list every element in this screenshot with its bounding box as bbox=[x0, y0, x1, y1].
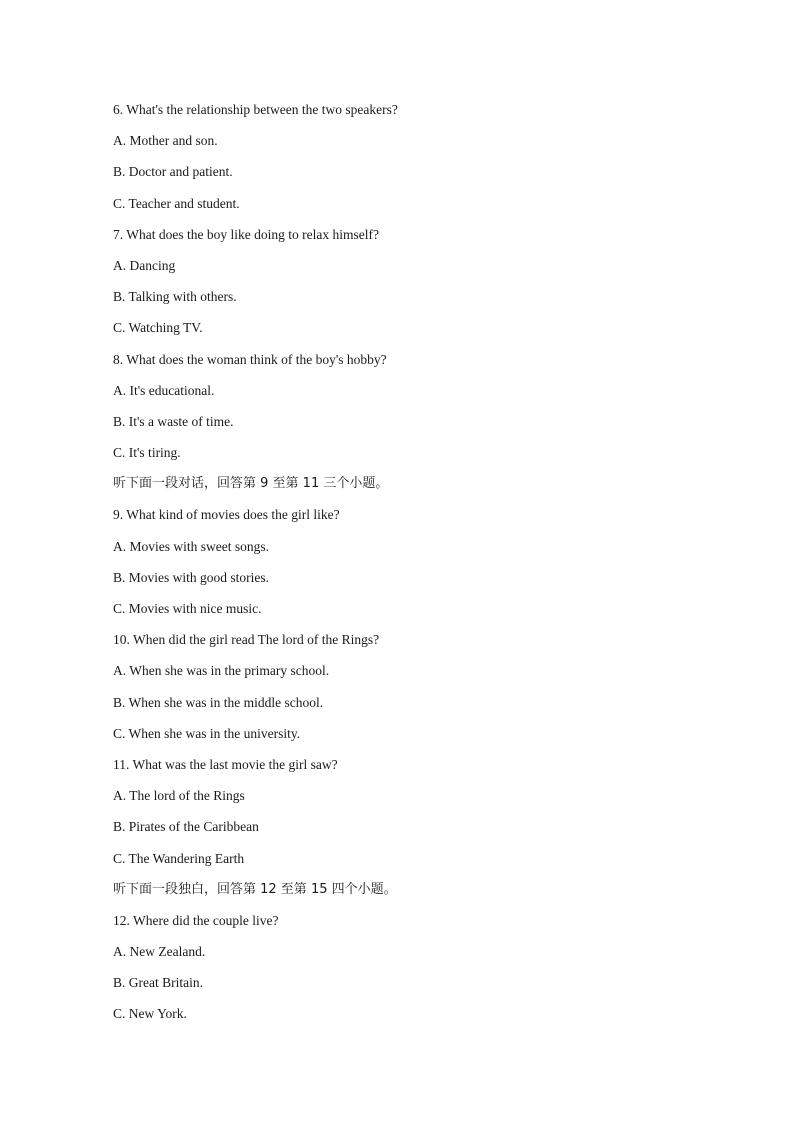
option-9b: B. Movies with good stories. bbox=[113, 569, 270, 585]
option-11c: C. The Wandering Earth bbox=[113, 850, 245, 866]
option-12b: B. Great Britain. bbox=[113, 975, 203, 991]
option-7a: A. Dancing bbox=[113, 257, 176, 273]
option-10b: B. When she was in the middle school. bbox=[113, 694, 324, 710]
option-6a: A. Mother and son. bbox=[113, 133, 218, 149]
option-8b: B. It's a waste of time. bbox=[113, 413, 234, 429]
question-10: 10. When did the girl read The lord of the Rings? bbox=[113, 632, 380, 648]
option-6c: C. Teacher and student. bbox=[113, 195, 240, 211]
question-8: 8. What does the woman think of the boy's hobby? bbox=[113, 351, 387, 367]
option-10a: A. When she was in the primary school. bbox=[113, 663, 330, 679]
option-11a: A. The lord of the Rings bbox=[113, 788, 245, 804]
option-7c: C. Watching TV. bbox=[113, 320, 203, 336]
option-9a: A. Movies with sweet songs. bbox=[113, 538, 269, 554]
question-12: 12. Where did the couple live? bbox=[113, 912, 279, 928]
option-8c: C. It's tiring. bbox=[113, 445, 181, 461]
option-7b: B. Talking with others. bbox=[113, 289, 237, 305]
option-10c: C. When she was in the university. bbox=[113, 725, 301, 741]
section-instruction-9-11: 听下面一段对话，回答第 9 至第 11 三个小题。 bbox=[113, 476, 389, 492]
option-9c: C. Movies with nice music. bbox=[113, 601, 262, 616]
option-12c: C. New York. bbox=[113, 1006, 187, 1022]
exam-page bbox=[113, 98, 713, 1034]
option-12a: A. New Zealand. bbox=[113, 944, 206, 960]
option-8a: A. It's educational. bbox=[113, 382, 215, 398]
question-7: 7. What does the boy like doing to relax himself? bbox=[113, 226, 379, 242]
question-6: 6. What's the relationship between the two speakers? bbox=[113, 102, 398, 117]
section-instruction-12-15: 听下面一段独白，回答第 12 至第 15 四个小题。 bbox=[113, 881, 397, 897]
question-9: 9. What kind of movies does the girl like? bbox=[113, 507, 340, 523]
option-6b: B. Doctor and patient. bbox=[113, 164, 233, 180]
question-11: 11. What was the last movie the girl saw? bbox=[113, 756, 338, 772]
option-11b: B. Pirates of the Caribbean bbox=[113, 819, 259, 835]
